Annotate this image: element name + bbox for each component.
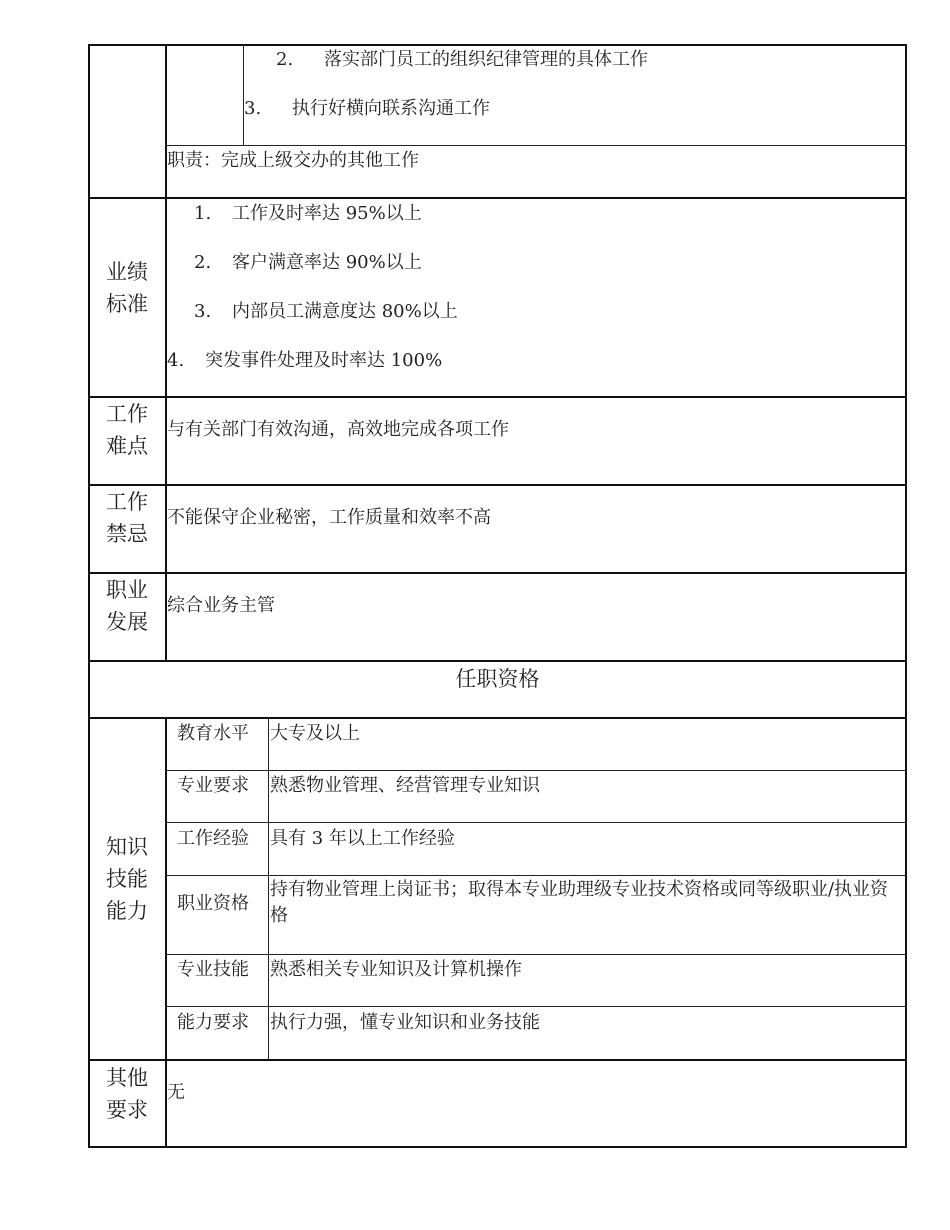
duty-item-text: 执行好横向联系沟通工作 (292, 98, 490, 119)
section-title: 任职资格 (455, 667, 540, 691)
qualification-value: 熟悉物业管理、经营管理专业知识 (270, 775, 540, 796)
difficulty-text: 与有关部门有效沟通，高效地完成各项工作 (167, 419, 509, 440)
performance-item-number: 3. (194, 301, 212, 322)
qualification-row-divider (165, 822, 907, 823)
performance-item-text: 客户满意率达 90%以上 (232, 252, 422, 273)
taboo-label: 工作 禁忌 (106, 490, 148, 546)
performance-item-number: 4. (167, 350, 185, 371)
other-duty-text: 职责：完成上级交办的其他工作 (167, 150, 419, 171)
qualification-value: 执行力强，懂专业知识和业务技能 (270, 1012, 540, 1033)
qualification-row-divider (165, 954, 907, 955)
qualification-name: 教育水平 (177, 723, 249, 744)
row-divider (88, 660, 907, 662)
qualification-value: 大专及以上 (270, 723, 360, 744)
qualification-name: 职业资格 (177, 893, 249, 914)
row-divider (88, 717, 907, 719)
other-label: 其他 要求 (106, 1066, 148, 1122)
qualifications-label: 知识 技能 能力 (106, 835, 148, 923)
row-divider (88, 1059, 907, 1061)
other-text: 无 (167, 1082, 185, 1103)
duty-item-number: 2. (276, 49, 294, 70)
taboo-text: 不能保守企业秘密，工作质量和效率不高 (167, 507, 491, 528)
performance-item-number: 2. (194, 252, 212, 273)
qualification-row-divider (165, 770, 907, 771)
duty-item-number: 3. (244, 98, 262, 119)
qualification-name: 专业要求 (177, 775, 249, 796)
performance-item-number: 1. (194, 203, 212, 224)
qualification-row-divider (165, 1006, 907, 1007)
row-divider (88, 572, 907, 574)
difficulty-label: 工作 难点 (106, 402, 148, 458)
duty-item (244, 98, 490, 120)
inner-column-divider (243, 44, 244, 146)
career-text: 综合业务主管 (167, 595, 275, 616)
row-divider (88, 396, 907, 398)
performance-item (167, 350, 442, 372)
career-label: 职业 发展 (106, 578, 148, 634)
performance-item-text: 工作及时率达 95%以上 (232, 203, 422, 224)
qualification-name: 能力要求 (177, 1012, 249, 1033)
duty-item (276, 49, 648, 71)
row-divider (165, 145, 907, 146)
row-divider (88, 197, 907, 199)
qualification-name: 工作经验 (177, 828, 249, 849)
qualification-value: 具有 3 年以上工作经验 (270, 828, 455, 849)
performance-label: 业绩 标准 (106, 260, 148, 316)
performance-item (194, 203, 422, 225)
performance-item (194, 252, 422, 274)
qualification-value: 持有物业管理上岗证书；取得本专业助理级专业技术资格或同等级职业/执业资格 (270, 879, 889, 926)
duty-item-text: 落实部门员工的组织纪律管理的具体工作 (324, 49, 648, 70)
performance-item-text: 内部员工满意度达 80%以上 (232, 301, 458, 322)
row-divider (88, 484, 907, 486)
qualification-value: 熟悉相关专业知识及计算机操作 (270, 959, 522, 980)
qualification-row-divider (165, 875, 907, 876)
performance-item (194, 301, 458, 323)
qualification-name: 专业技能 (177, 959, 249, 980)
performance-item-text: 突发事件处理及时率达 100% (205, 350, 443, 371)
